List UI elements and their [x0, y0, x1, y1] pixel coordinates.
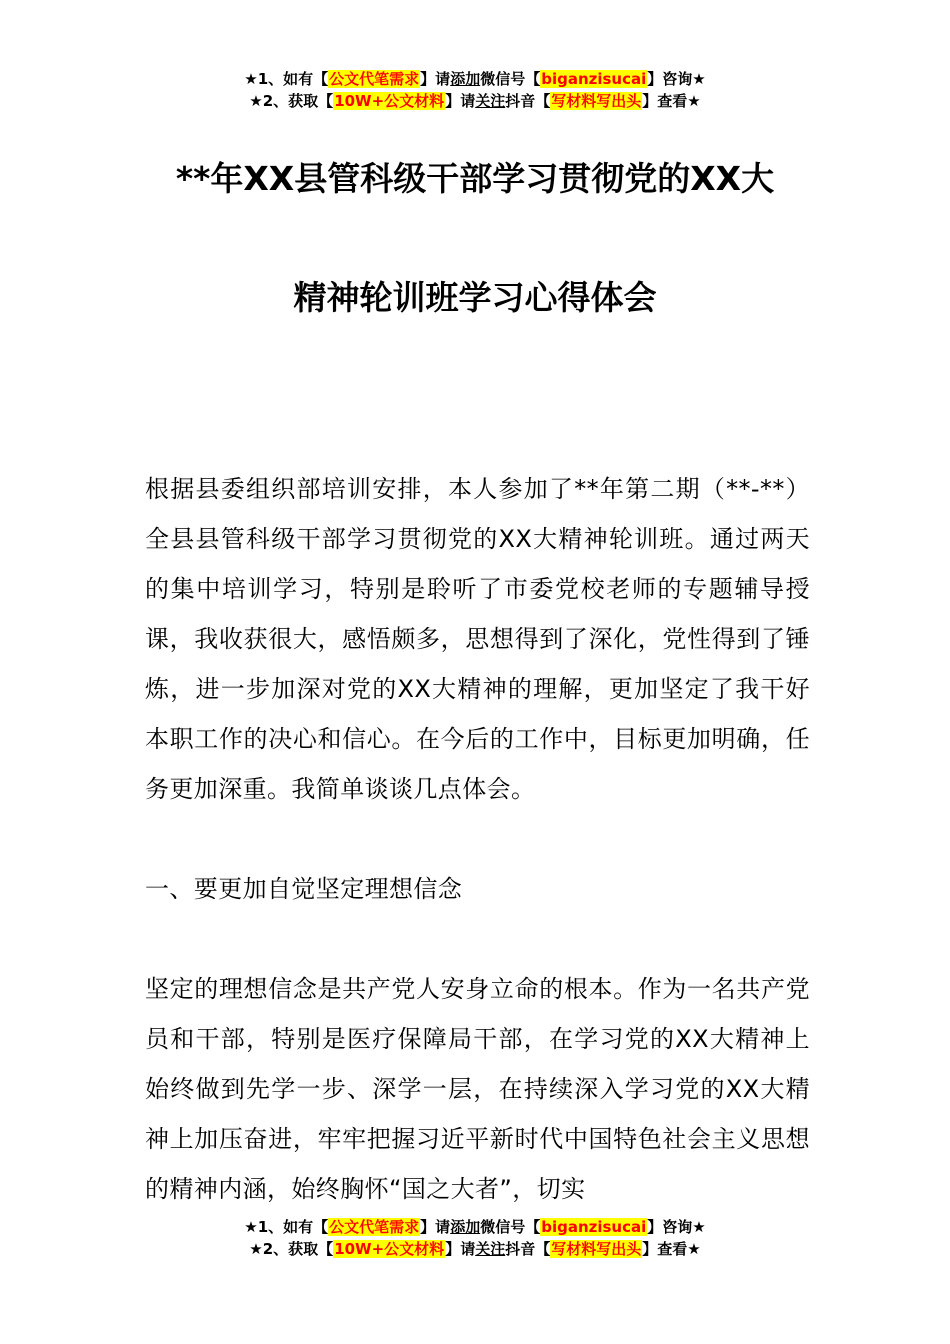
banner-line-2	[0, 1238, 950, 1260]
banner-text: 】请	[420, 70, 451, 88]
banner-text: 】请	[445, 1240, 476, 1258]
banner-text: 】查看★	[642, 92, 701, 110]
section-heading: 一、要更加自觉坚定理想信念	[145, 875, 463, 903]
paragraph-spacer	[145, 914, 810, 964]
banner-text: ★2、获取【	[249, 1240, 334, 1258]
banner-text: 抖音【	[505, 92, 551, 110]
banner-text: 】请	[445, 92, 476, 110]
document-body	[145, 464, 810, 1214]
banner-highlight: 写材料写出头	[551, 92, 642, 110]
banner-line-2	[0, 90, 950, 112]
banner-highlight: 写材料写出头	[551, 1240, 642, 1258]
banner-text: 微信号【	[480, 1218, 541, 1236]
banner-text: ★2、获取【	[249, 92, 334, 110]
paragraph-spacer	[145, 814, 810, 864]
banner-underline: 关注	[475, 92, 506, 110]
banner-text: 】咨询★	[647, 70, 706, 88]
document-title-line-2: 精神轮训班学习心得体会	[293, 278, 657, 317]
banner-text: 】查看★	[642, 1240, 701, 1258]
banner-underline: 添加	[450, 70, 481, 88]
paragraph-intro: 根据县委组织部培训安排，本人参加了**年第二期（**-**）全县县管科级干部学习贯彻党的XX大精神轮训班。通过两天的集中培训学习，特别是聆听了市委党校老师的专题辅导授课，我收获很大，感悟颇多，思想得到了深化，党性得到了锤炼，进一步加深对党的XX大精神的理解，更加坚定了我干好本职工作的决心和信心。在今后的工作中，目标更加明确，任务更加深重。我简单谈谈几点体会。	[145, 475, 810, 803]
header-banner	[0, 68, 950, 112]
paragraph-body: 坚定的理想信念是共产党人安身立命的根本。作为一名共产党员和干部，特别是医疗保障局干部，在学习党的XX大精神上始终做到先学一步、深学一层，在持续深入学习党的XX大精神上加压奋进，牢牢把握习近平新时代中国特色社会主义思想的精神内涵，始终胸怀“国之大者”，切实	[145, 975, 810, 1203]
banner-text: 微信号【	[480, 70, 541, 88]
banner-line-1	[0, 1216, 950, 1238]
banner-text: ★1、如有【	[244, 70, 329, 88]
document-title-line-1: **年XX县管科级干部学习贯彻党的XX大	[175, 159, 775, 198]
banner-highlight: biganzisucai	[541, 70, 647, 88]
banner-highlight: biganzisucai	[541, 1218, 647, 1236]
banner-text: 抖音【	[505, 1240, 551, 1258]
banner-underline: 关注	[475, 1240, 506, 1258]
banner-underline: 添加	[450, 1218, 481, 1236]
banner-highlight: 公文代笔需求	[329, 1218, 420, 1236]
banner-highlight: 公文代笔需求	[329, 70, 420, 88]
banner-text: 】请	[420, 1218, 451, 1236]
footer-banner	[0, 1216, 950, 1260]
banner-line-1	[0, 68, 950, 90]
banner-text: 】咨询★	[647, 1218, 706, 1236]
banner-highlight: 10W+公文材料	[334, 1240, 445, 1258]
banner-highlight: 10W+公文材料	[334, 92, 445, 110]
banner-text: ★1、如有【	[244, 1218, 329, 1236]
